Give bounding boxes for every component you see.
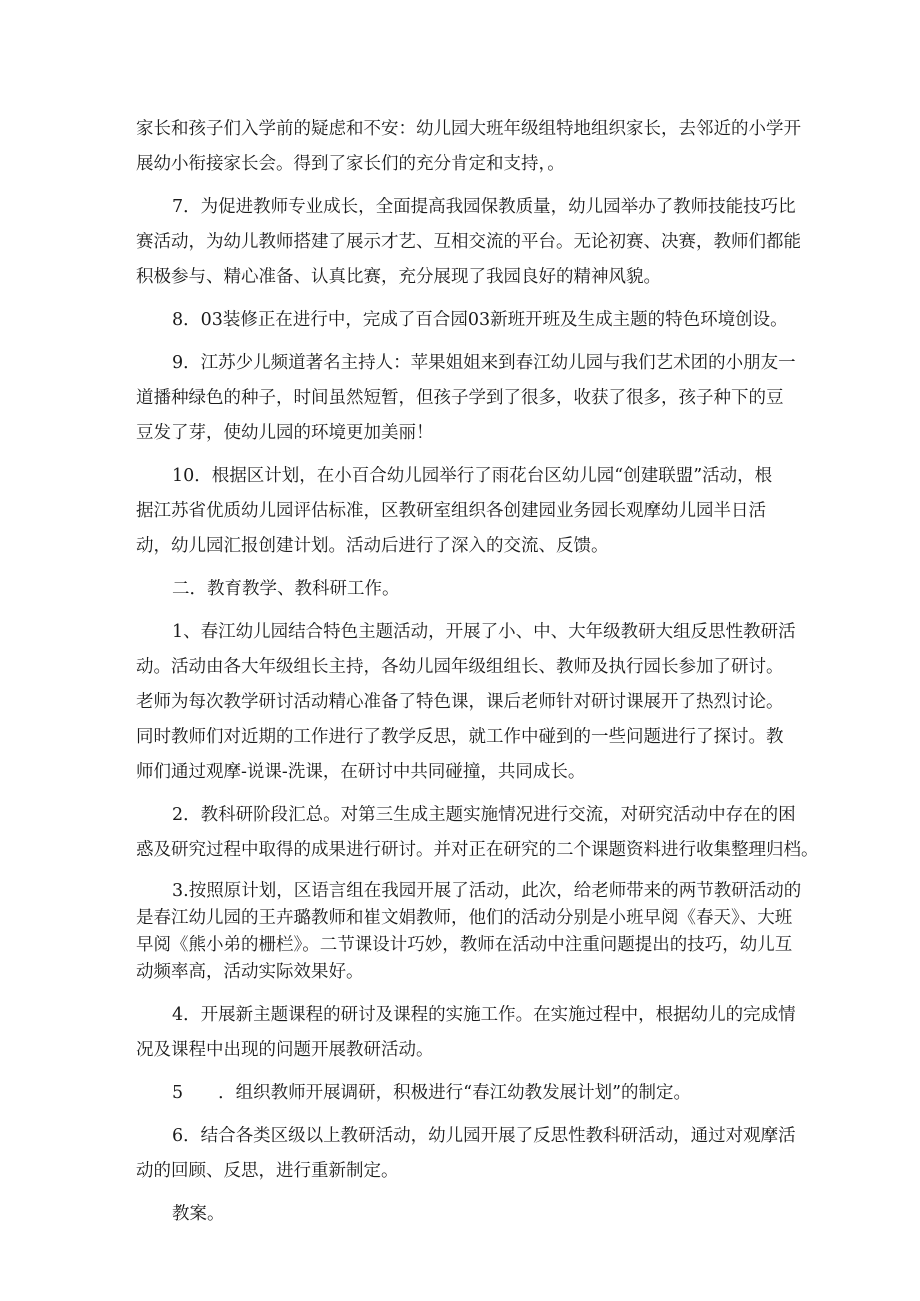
text-line: 动。活动由各大年级组长主持，各幼儿园年级组组长、教师及执行园长参加了研讨。 [136,657,784,677]
text-line: 早阅《熊小弟的栅栏》。二节课设计巧妙，教师在活动中注重问题提出的技巧，幼儿互 [136,935,793,955]
text-line: 教案。 [172,1204,225,1224]
text-line: 2．教科研阶段汇总。对第三生成主题实施情况进行交流，对研究活动中存在的困 [172,805,796,825]
text-line: 3.按照原计划，区语言组在我园开展了活动，此次，给老师带来的两节教研活动的 [172,881,802,901]
paragraph [0,303,920,338]
text-line: 师们通过观摩-说课-洗课，在研讨中共同碰撞，共同成长。 [136,762,586,782]
text-line: 豆发了芽，使幼儿园的环境更加美丽！ [136,423,434,443]
text-line: 据江苏省优质幼儿园评估标准，区教研室组织各创建园业务园长观摩幼儿园半日活 [136,501,766,521]
text-line: 况及课程中出现的问题开展教研活动。 [136,1040,434,1060]
text-line: 家长和孩子们入学前的疑虑和不安：幼儿园大班年级组特地组织家长，去邻近的小学开 [136,119,801,139]
document-body [0,112,920,1232]
paragraph [0,998,920,1068]
text-line: 二．教育教学、教科研工作。 [172,579,400,599]
text-line: 6．结合各类区级以上教研活动，幼儿园开展了反思性教科研活动，通过对观摩活 [172,1126,796,1146]
paragraph [0,878,920,986]
paragraph [0,615,920,790]
text-line: 5 ．组织教师开展调研，积极进行“春江幼教发展计划”的制定。 [172,1083,692,1103]
paragraph [0,190,920,295]
text-line: 动频率高，活动实际效果好。 [136,962,364,982]
text-line: 动，幼儿园汇报创建计划。活动后进行了深入的交流、反馈。 [136,536,609,556]
text-line: 是春江幼儿园的王卉璐教师和崔文娟教师，他们的活动分别是小班早阅《春天》、大班 [136,908,793,928]
text-line: 老师为每次教学研讨活动精心准备了特色课，课后老师针对研讨课展开了热烈讨论。 [136,692,784,712]
paragraph [0,112,920,182]
paragraph [0,1119,920,1189]
text-line: 积极参与、精心准备、认真比赛，充分展现了我园良好的精神风貌。 [136,267,661,287]
text-line: 7．为促进教师专业成长，全面提高我园保教质量，幼儿园举办了教师技能技巧比 [172,197,796,217]
paragraph [0,1076,920,1111]
text-line: 动的回顾、反思，进行重新制定。 [136,1161,399,1181]
paragraph [0,346,920,451]
text-line: 9．江苏少儿频道著名主持人：苹果姐姐来到春江幼儿园与我们艺术团的小朋友一 [172,353,796,373]
text-line: 赛活动，为幼儿教师搭建了展示才艺、互相交流的平台。无论初赛、决赛，教师们都能 [136,232,801,252]
text-line: 展幼小衔接家长会。得到了家长们的充分肯定和支持，。 [136,154,565,174]
text-line: 惑及研究过程中取得的成果进行研讨。并对正在研究的二个课题资料进行收集整理归档。 [136,840,819,860]
paragraph [0,459,920,564]
text-line: 1、春江幼儿园结合特色主题活动，开展了小、中、大年级教研大组反思性教研活 [172,622,796,642]
text-line: 10．根据区计划，在小百合幼儿园举行了雨花台区幼儿园“创建联盟”活动，根 [172,466,773,486]
paragraph [0,1197,920,1232]
text-line: 4．开展新主题课程的研讨及课程的实施工作。在实施过程中，根据幼儿的完成情 [172,1005,796,1025]
text-line: 8．03装修正在进行中，完成了百合园03新班开班及生成主题的特色环境创设。 [172,310,788,330]
paragraph [0,798,920,868]
text-line: 道播种绿色的种子，时间虽然短暂，但孩子学到了很多，收获了很多，孩子种下的豆 [136,388,784,408]
paragraph [0,572,920,607]
text-line: 同时教师们对近期的工作进行了教学反思，就工作中碰到的一些问题进行了探讨。教 [136,727,784,747]
